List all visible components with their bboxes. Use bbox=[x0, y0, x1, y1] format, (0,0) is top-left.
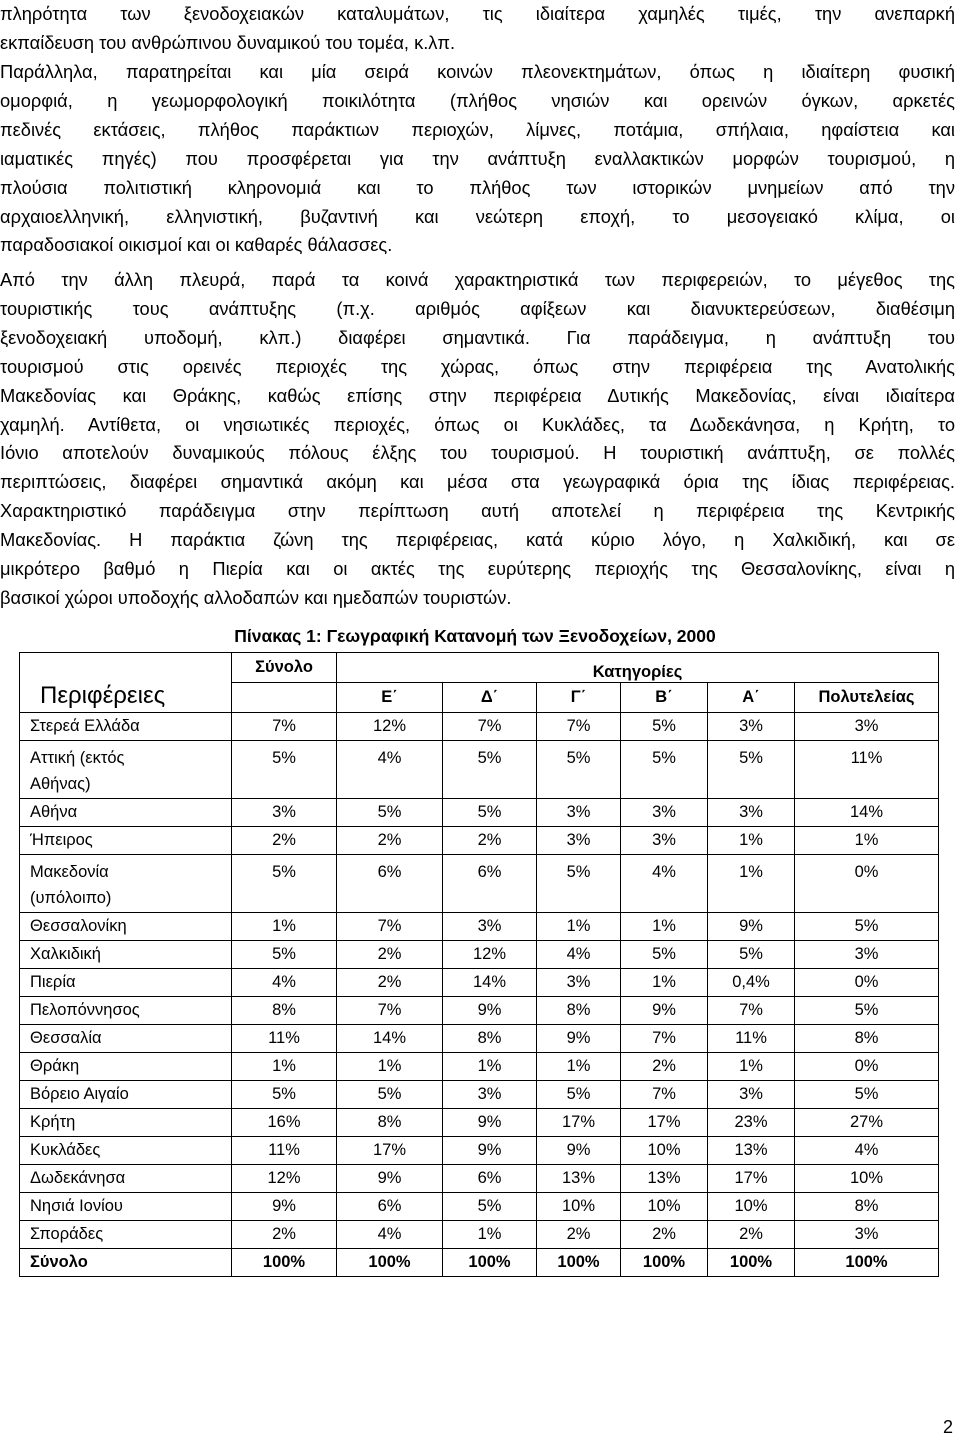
value-cell: 17% bbox=[621, 1109, 708, 1137]
value-cell: 10% bbox=[621, 1137, 708, 1165]
table-row bbox=[20, 1081, 939, 1109]
value-cell: 23% bbox=[708, 1109, 795, 1137]
region-cell bbox=[20, 1137, 232, 1165]
value-cell: 1% bbox=[232, 1053, 337, 1081]
value-cell: 10% bbox=[708, 1193, 795, 1221]
region-name: Βόρειο Αιγαίο bbox=[30, 1085, 129, 1103]
region-name: Στερεά Ελλάδα bbox=[30, 717, 140, 735]
total-value-cell: 100% bbox=[708, 1249, 795, 1277]
value-cell: 17% bbox=[337, 1137, 443, 1165]
paragraph-line: πλούσια πολιτιστική κληρονομιά και το πλήθος των ιστορικών μνημείων από την bbox=[0, 176, 955, 198]
paragraph-line: Χαρακτηριστικό παράδειγμα στην περίπτωση αυτή αποτελεί η περιφέρεια της Κεντρικής bbox=[0, 500, 955, 522]
total-value-cell: 100% bbox=[537, 1249, 621, 1277]
paragraph-line: ομορφιά, η γεωμορφολογική ποικιλότητα (πλήθος νησιών και ορεινών όγκων, αρκετές bbox=[0, 89, 955, 111]
value-cell: 4% bbox=[795, 1137, 939, 1165]
paragraph-line: βασικοί χώροι υποδοχής αλλοδαπών και ημεδαπών τουριστών. bbox=[0, 586, 512, 608]
paragraph-line: Από την άλλη πλευρά, παρά τα κοινά χαρακτηριστικά των περιφερειών, το μέγεθος της bbox=[0, 269, 955, 290]
value-cell: 5% bbox=[621, 741, 708, 799]
region-cell bbox=[20, 741, 232, 799]
header-category-2: Γ΄ bbox=[537, 683, 621, 713]
region-name: Χαλκιδική bbox=[30, 945, 101, 963]
value-cell: 2% bbox=[337, 969, 443, 997]
region-name: Πιερία bbox=[30, 973, 76, 991]
header-category-1: Δ΄ bbox=[443, 683, 537, 713]
value-cell: 5% bbox=[537, 1081, 621, 1109]
value-cell: 0% bbox=[795, 1053, 939, 1081]
header-total-blank bbox=[232, 683, 337, 713]
value-cell: 5% bbox=[232, 1081, 337, 1109]
value-cell: 10% bbox=[621, 1193, 708, 1221]
value-cell: 5% bbox=[795, 913, 939, 941]
value-cell: 7% bbox=[232, 713, 337, 741]
region-cell bbox=[20, 713, 232, 741]
paragraph-line: Μακεδονίας. Η παράκτια ζώνη της περιφέρειας, κατά κύριο λόγο, η Χαλκιδική, και σε bbox=[0, 529, 955, 551]
value-cell: 5% bbox=[232, 941, 337, 969]
hotel-distribution-table bbox=[19, 652, 939, 1277]
value-cell: 11% bbox=[708, 1025, 795, 1053]
value-cell: 7% bbox=[443, 713, 537, 741]
value-cell: 8% bbox=[537, 997, 621, 1025]
paragraph-line: ξενοδοχειακή υποδομή, κλπ.) διαφέρει σημαντικά. Για παράδειγμα, η ανάπτυξη του bbox=[0, 326, 955, 348]
region-name: Αθήνα bbox=[30, 803, 78, 821]
table-row bbox=[20, 1053, 939, 1081]
region-cell bbox=[20, 855, 232, 913]
region-cell bbox=[20, 1221, 232, 1249]
value-cell: 11% bbox=[232, 1137, 337, 1165]
value-cell: 1% bbox=[232, 913, 337, 941]
value-cell: 2% bbox=[232, 1221, 337, 1249]
value-cell: 10% bbox=[795, 1165, 939, 1193]
value-cell: 7% bbox=[537, 713, 621, 741]
header-categories: Κατηγορίες bbox=[337, 653, 939, 683]
region-name: Αθήνας) bbox=[30, 775, 91, 793]
region-name: Ήπειρος bbox=[30, 831, 93, 849]
table-row bbox=[20, 1221, 939, 1249]
region-cell bbox=[20, 1053, 232, 1081]
paragraph-line: αρχαιοελληνική, ελληνιστική, βυζαντινή και νεώτερη εποχή, το μεσογειακό κλίμα, οι bbox=[0, 205, 955, 227]
value-cell: 8% bbox=[337, 1109, 443, 1137]
paragraph-line: τουριστικής τους ανάπτυξης (π.χ. αριθμός αφίξεων και διανυκτερεύσεων, διαθέσιμη bbox=[0, 297, 955, 319]
value-cell: 13% bbox=[621, 1165, 708, 1193]
value-cell: 10% bbox=[537, 1193, 621, 1221]
value-cell: 3% bbox=[443, 913, 537, 941]
total-value-cell: 100% bbox=[621, 1249, 708, 1277]
header-category-3: Β΄ bbox=[621, 683, 708, 713]
value-cell: 4% bbox=[337, 1221, 443, 1249]
table-row bbox=[20, 799, 939, 827]
value-cell: 3% bbox=[443, 1081, 537, 1109]
region-cell bbox=[20, 941, 232, 969]
value-cell: 3% bbox=[232, 799, 337, 827]
value-cell: 1% bbox=[537, 913, 621, 941]
paragraph-line: πληρότητα των ξενοδοχειακών καταλυμάτων, τις ιδιαίτερα χαμηλές τιμές, την ανεπαρκή bbox=[0, 3, 955, 24]
table-row bbox=[20, 969, 939, 997]
region-name: Κυκλάδες bbox=[30, 1141, 101, 1159]
table-row bbox=[20, 741, 939, 799]
value-cell: 2% bbox=[337, 827, 443, 855]
value-cell: 4% bbox=[621, 855, 708, 913]
header-category-5: Πολυτελείας bbox=[795, 683, 939, 713]
value-cell: 4% bbox=[232, 969, 337, 997]
header-category-0: Ε΄ bbox=[337, 683, 443, 713]
value-cell: 5% bbox=[232, 741, 337, 799]
value-cell: 12% bbox=[337, 713, 443, 741]
value-cell: 5% bbox=[621, 941, 708, 969]
region-name: Θράκη bbox=[30, 1057, 80, 1075]
value-cell: 5% bbox=[443, 1193, 537, 1221]
value-cell: 1% bbox=[708, 827, 795, 855]
region-cell bbox=[20, 913, 232, 941]
value-cell: 2% bbox=[537, 1221, 621, 1249]
value-cell: 1% bbox=[708, 855, 795, 913]
paragraph-line: περιπτώσεις, διαφέρει σημαντικά ακόμη και μέσα στα γεωγραφικά όρια της ίδιας περιφέρειας. bbox=[0, 471, 955, 493]
value-cell: 5% bbox=[795, 997, 939, 1025]
value-cell: 3% bbox=[795, 713, 939, 741]
table-row bbox=[20, 941, 939, 969]
value-cell: 5% bbox=[708, 941, 795, 969]
value-cell: 8% bbox=[795, 1025, 939, 1053]
value-cell: 6% bbox=[443, 1165, 537, 1193]
value-cell: 0% bbox=[795, 855, 939, 913]
table-row bbox=[20, 1137, 939, 1165]
value-cell: 2% bbox=[708, 1221, 795, 1249]
region-name: (υπόλοιπο) bbox=[30, 889, 112, 907]
value-cell: 9% bbox=[443, 1137, 537, 1165]
value-cell: 1% bbox=[621, 969, 708, 997]
value-cell: 1% bbox=[443, 1221, 537, 1249]
value-cell: 7% bbox=[337, 997, 443, 1025]
region-cell bbox=[20, 969, 232, 997]
header-regions: Περιφέρειες bbox=[20, 653, 232, 713]
region-cell bbox=[20, 799, 232, 827]
value-cell: 1% bbox=[537, 1053, 621, 1081]
value-cell: 3% bbox=[708, 1081, 795, 1109]
table-body bbox=[20, 713, 939, 1277]
region-name: Σποράδες bbox=[30, 1225, 104, 1243]
value-cell: 5% bbox=[337, 1081, 443, 1109]
value-cell: 2% bbox=[443, 827, 537, 855]
value-cell: 2% bbox=[621, 1053, 708, 1081]
table-row bbox=[20, 997, 939, 1025]
value-cell: 7% bbox=[621, 1025, 708, 1053]
table-title bbox=[0, 626, 960, 647]
value-cell: 9% bbox=[443, 1109, 537, 1137]
region-cell bbox=[20, 1025, 232, 1053]
total-value-cell: 100% bbox=[795, 1249, 939, 1277]
value-cell: 3% bbox=[537, 799, 621, 827]
table-header-row-1 bbox=[20, 653, 939, 683]
region-name: Μακεδονία bbox=[30, 863, 109, 881]
value-cell: 5% bbox=[537, 741, 621, 799]
value-cell: 3% bbox=[708, 713, 795, 741]
value-cell: 12% bbox=[443, 941, 537, 969]
value-cell: 7% bbox=[337, 913, 443, 941]
value-cell: 9% bbox=[537, 1025, 621, 1053]
table-row bbox=[20, 827, 939, 855]
value-cell: 16% bbox=[232, 1109, 337, 1137]
paragraph-line: μικρότερο βαθμό η Πιερία και οι ακτές της ευρύτερης περιοχής της Θεσσαλονίκης, είναι η bbox=[0, 558, 955, 580]
table-total-row bbox=[20, 1249, 939, 1277]
region-cell bbox=[20, 1193, 232, 1221]
region-cell bbox=[20, 1081, 232, 1109]
paragraph-line: Ιόνιο αποτελούν δυναμικούς πόλους έλξης του τουρισμού. Η τουριστική ανάπτυξη, σε πολλές bbox=[0, 442, 955, 464]
value-cell: 14% bbox=[795, 799, 939, 827]
table-row bbox=[20, 1025, 939, 1053]
value-cell: 9% bbox=[537, 1137, 621, 1165]
region-cell bbox=[20, 827, 232, 855]
value-cell: 9% bbox=[337, 1165, 443, 1193]
value-cell: 1% bbox=[621, 913, 708, 941]
total-value-cell: 100% bbox=[232, 1249, 337, 1277]
value-cell: 4% bbox=[337, 741, 443, 799]
value-cell: 3% bbox=[621, 827, 708, 855]
value-cell: 2% bbox=[621, 1221, 708, 1249]
value-cell: 17% bbox=[708, 1165, 795, 1193]
value-cell: 5% bbox=[795, 1081, 939, 1109]
value-cell: 3% bbox=[795, 941, 939, 969]
region-name: Νησιά Ιονίου bbox=[30, 1197, 123, 1215]
header-category-4: Α΄ bbox=[708, 683, 795, 713]
value-cell: 9% bbox=[232, 1193, 337, 1221]
region-name: Θεσσαλία bbox=[30, 1029, 102, 1047]
paragraph-2 bbox=[0, 58, 955, 260]
value-cell: 9% bbox=[621, 997, 708, 1025]
region-cell bbox=[20, 997, 232, 1025]
value-cell: 9% bbox=[708, 913, 795, 941]
region-name: Θεσσαλονίκη bbox=[30, 917, 127, 935]
paragraph-line: πεδινές εκτάσεις, πλήθος παράκτιων περιοχών, λίμνες, ποτάμια, σπήλαια, ηφαίστεια και bbox=[0, 118, 955, 140]
paragraph-line: ιαματικές πηγές) που προσφέρεται για την ανάπτυξη εναλλακτικών μορφών τουρισμού, η bbox=[0, 147, 955, 169]
value-cell: 8% bbox=[232, 997, 337, 1025]
paragraph-1 bbox=[0, 0, 955, 58]
table-row bbox=[20, 1193, 939, 1221]
value-cell: 6% bbox=[443, 855, 537, 913]
value-cell: 11% bbox=[795, 741, 939, 799]
total-label: Σύνολο bbox=[20, 1249, 232, 1277]
value-cell: 9% bbox=[443, 997, 537, 1025]
header-total: Σύνολο bbox=[232, 653, 337, 683]
table-row bbox=[20, 855, 939, 913]
value-cell: 2% bbox=[337, 941, 443, 969]
value-cell: 0% bbox=[795, 969, 939, 997]
value-cell: 3% bbox=[621, 799, 708, 827]
value-cell: 0,4% bbox=[708, 969, 795, 997]
total-value-cell: 100% bbox=[337, 1249, 443, 1277]
value-cell: 3% bbox=[708, 799, 795, 827]
value-cell: 1% bbox=[443, 1053, 537, 1081]
value-cell: 5% bbox=[232, 855, 337, 913]
value-cell: 2% bbox=[232, 827, 337, 855]
paragraph-line: χαμηλή. Αντίθετα, οι νησιωτικές περιοχές, όπως οι Κυκλάδες, τα Δωδεκάνησα, η Κρήτη, το bbox=[0, 413, 955, 435]
value-cell: 5% bbox=[443, 799, 537, 827]
paragraph-line: τουρισμού στις ορεινές περιοχές της χώρας, όπως στην περιφέρεια της Ανατολικής bbox=[0, 355, 955, 377]
value-cell: 14% bbox=[337, 1025, 443, 1053]
region-name: Αττική (εκτός bbox=[30, 749, 125, 767]
region-name: Κρήτη bbox=[30, 1113, 76, 1131]
paragraph-3 bbox=[0, 266, 955, 613]
table-title-text: Πίνακας 1: Γεωγραφική Κατανομή των Ξενοδοχείων, 2000 bbox=[234, 626, 716, 646]
value-cell: 1% bbox=[795, 827, 939, 855]
value-cell: 6% bbox=[337, 855, 443, 913]
region-name: Δωδεκάνησα bbox=[30, 1169, 126, 1187]
value-cell: 3% bbox=[795, 1221, 939, 1249]
paragraph-line: παραδοσιακοί οικισμοί και οι καθαρές θάλασσες. bbox=[0, 234, 393, 256]
value-cell: 3% bbox=[537, 827, 621, 855]
region-name: Πελοπόννησος bbox=[30, 1001, 140, 1019]
total-value-cell: 100% bbox=[443, 1249, 537, 1277]
value-cell: 4% bbox=[537, 941, 621, 969]
table-row bbox=[20, 713, 939, 741]
value-cell: 13% bbox=[537, 1165, 621, 1193]
value-cell: 5% bbox=[537, 855, 621, 913]
value-cell: 7% bbox=[621, 1081, 708, 1109]
value-cell: 5% bbox=[621, 713, 708, 741]
paragraph-line: Παράλληλα, παρατηρείται και μία σειρά κοινών πλεονεκτημάτων, όπως η ιδιαίτερη φυσική bbox=[0, 61, 955, 82]
table-row bbox=[20, 1109, 939, 1137]
value-cell: 8% bbox=[443, 1025, 537, 1053]
page-number: 2 bbox=[943, 1417, 954, 1437]
value-cell: 8% bbox=[795, 1193, 939, 1221]
table-row bbox=[20, 913, 939, 941]
value-cell: 1% bbox=[337, 1053, 443, 1081]
value-cell: 5% bbox=[337, 799, 443, 827]
value-cell: 7% bbox=[708, 997, 795, 1025]
value-cell: 3% bbox=[537, 969, 621, 997]
region-cell bbox=[20, 1165, 232, 1193]
value-cell: 11% bbox=[232, 1025, 337, 1053]
value-cell: 13% bbox=[708, 1137, 795, 1165]
value-cell: 6% bbox=[337, 1193, 443, 1221]
paragraph-line: Μακεδονίας και Θράκης, καθώς επίσης στην περιφέρεια Δυτικής Μακεδονίας, είναι ιδιαίτερα bbox=[0, 384, 955, 406]
table-row bbox=[20, 1165, 939, 1193]
value-cell: 12% bbox=[232, 1165, 337, 1193]
value-cell: 5% bbox=[708, 741, 795, 799]
value-cell: 14% bbox=[443, 969, 537, 997]
region-cell bbox=[20, 1109, 232, 1137]
value-cell: 17% bbox=[537, 1109, 621, 1137]
value-cell: 27% bbox=[795, 1109, 939, 1137]
value-cell: 5% bbox=[443, 741, 537, 799]
value-cell: 1% bbox=[708, 1053, 795, 1081]
paragraph-line: εκπαίδευση του ανθρώπινου δυναμικού του τομέα, κ.λπ. bbox=[0, 31, 456, 53]
